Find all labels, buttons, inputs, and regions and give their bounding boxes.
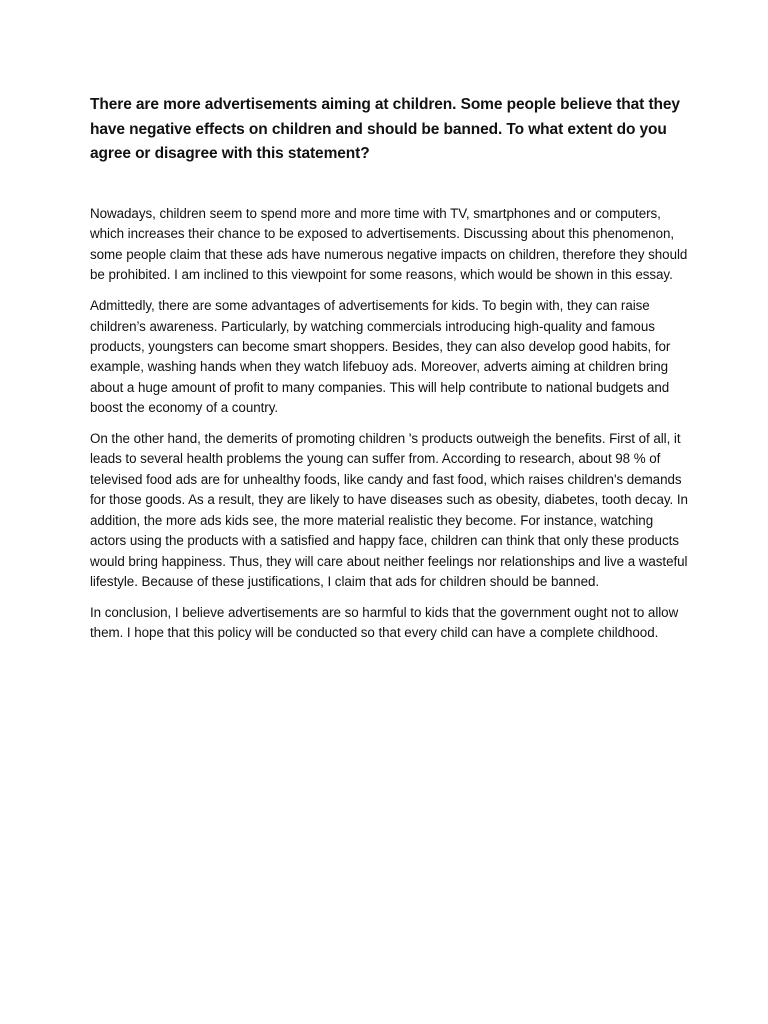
paragraph-disadvantages: On the other hand, the demerits of promoting children 's products outweigh the benefits. First of all, it leads to several health problems the young can suffer from. According to research, about 98 % of televised food ads are for unhealthy foods, like candy and fast food, which raises children's demands for those goods. As a result, they are likely to have diseases such as obesity, diabetes, tooth decay. In addition, the more ads kids see, the more material realistic they become. For instance, watching actors using the products with a satisfied and happy face, children can think that only these products would bring happiness. Thus, they will care about neither feelings nor relationships and live a wasteful lifestyle. Because of these justifications, I claim that ads for children should be banned. — [90, 431, 688, 589]
essay-body — [90, 204, 690, 654]
paragraph-advantages: Admittedly, there are some advantages of advertisements for kids. To begin with, they can raise children’s awareness. Particularly, by watching commercials introducing high-quality and famous products, youngsters can become smart shoppers. Besides, they can also develop good habits, for example, washing hands when they watch lifebuoy ads. Moreover, adverts aiming at children bring about a huge amount of profit to many companies. This will help contribute to national budgets and boost the economy of a country. — [90, 298, 671, 416]
paragraph-conclusion: In conclusion, I believe advertisements are so harmful to kids that the government ought not to allow them. I hope that this policy will be conducted so that every child can have a complete childhood. — [90, 604, 679, 641]
paragraph-introduction: Nowadays, children seem to spend more and more time with TV, smartphones and or computers, which increases their chance to be exposed to advertisements. Discussing about this phenomenon, some people claim that these ads have numerous negative impacts on children, therefore they should be prohibited. I am inclined to this viewpoint for some reasons, which would be shown in this essay. — [90, 206, 688, 283]
essay-question: There are more advertisements aiming at children. Some people believe that they have negative effects on children and should be banned. To what extent do you agree or disagree with this statement? — [90, 96, 680, 162]
